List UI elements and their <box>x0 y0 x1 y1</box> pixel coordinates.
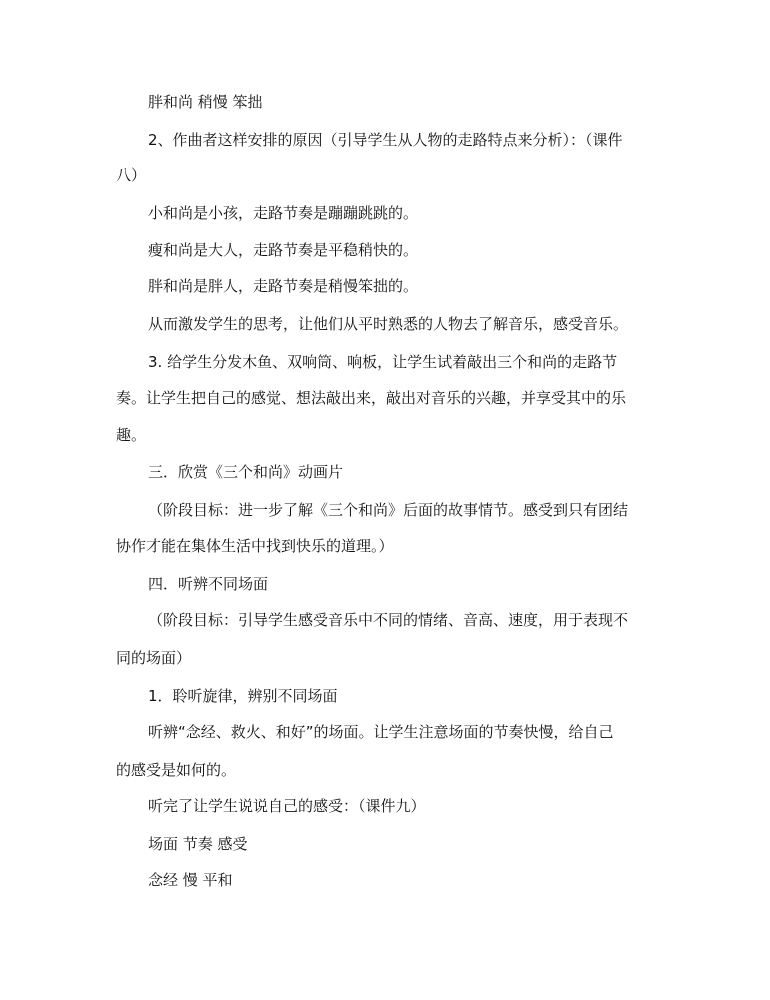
text-line-15: （阶段目标：引导学生感受音乐中不同的情绪、音高、速度，用于表现不 <box>148 611 629 629</box>
text-line-20: 听完了让学生说说自己的感受：（课件九） <box>148 797 426 815</box>
text-line-13: 协作才能在集体生活中找到快乐的道理。） <box>116 537 394 555</box>
text-line-4: 小和尚是小孩，走路节奏是蹦蹦跳跳的。 <box>148 204 419 222</box>
text-line-12: （阶段目标：进一步了解《三个和尚》后面的故事情节。感受到只有团结 <box>148 501 629 519</box>
text-line-21: 场面 节奏 感受 <box>148 835 248 853</box>
text-line-16: 同的场面） <box>116 649 192 667</box>
text-line-9: 奏。让学生把自己的感觉、想法敲出来，敲出对音乐的兴趣，并享受其中的乐 <box>116 389 627 407</box>
text-line-7: 从而激发学生的思考，让他们从平时熟悉的人物去了解音乐，感受音乐。 <box>148 315 629 333</box>
text-line-3: 八） <box>116 166 147 184</box>
text-line-11: 三．欣赏《三个和尚》动画片 <box>148 463 344 481</box>
text-line-8: 3. 给学生分发木鱼、双响筒、响板，让学生试着敲出三个和尚的走路节 <box>148 353 618 371</box>
text-line-10: 趣。 <box>116 426 147 444</box>
text-line-17: 1．聆听旋律，辨别不同场面 <box>148 687 338 705</box>
text-line-14: 四．听辨不同场面 <box>148 575 269 593</box>
text-line-1: 胖和尚 稍慢 笨拙 <box>148 93 263 111</box>
text-line-22: 念经 慢 平和 <box>148 871 233 889</box>
text-line-2: 2、作曲者这样安排的原因（引导学生从人物的走路特点来分析）：（课件 <box>148 131 623 149</box>
text-line-19: 的感受是如何的。 <box>116 761 237 779</box>
text-line-18: 听辨“念经、救火、和好”的场面。让学生注意场面的节奏快慢，给自己 <box>148 723 614 741</box>
text-line-5: 瘦和尚是大人，走路节奏是平稳稍快的。 <box>148 241 419 259</box>
text-line-6: 胖和尚是胖人，走路节奏是稍慢笨拙的。 <box>148 277 419 295</box>
